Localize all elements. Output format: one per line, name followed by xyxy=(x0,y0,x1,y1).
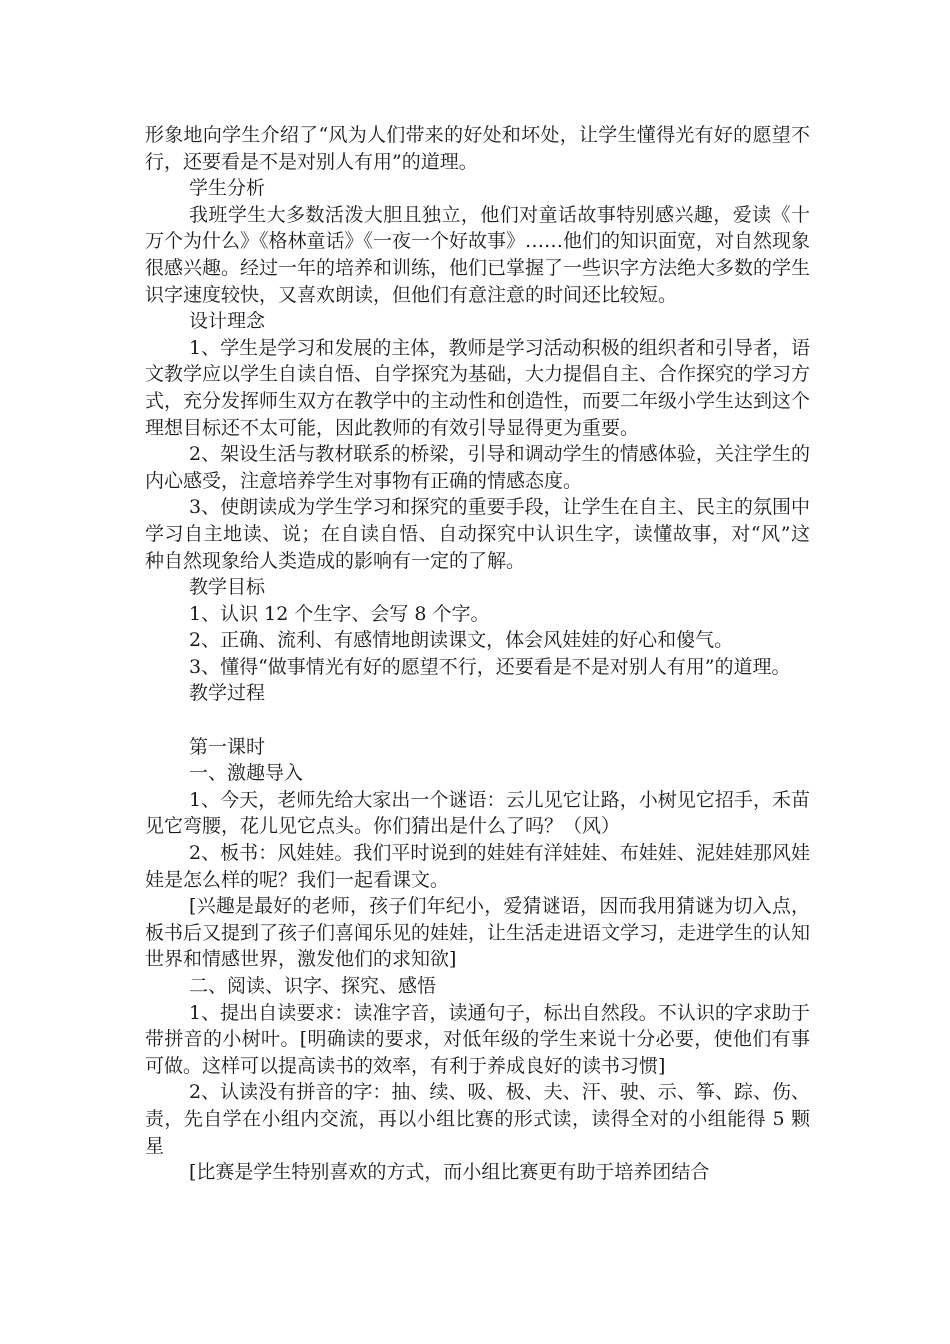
section-heading: 设计理念 xyxy=(189,310,266,333)
body-paragraph: 2、板书：风娃娃。我们平时说到的娃娃有洋娃娃、布娃娃、泥娃娃那风娃娃是怎么样的呢？我们一起看课文。 xyxy=(145,842,810,891)
section-heading: 教学过程 xyxy=(189,682,266,705)
body-paragraph: 2、认读没有拼音的字：抽、续、吸、极、夫、汗、驶、示、筝、踪、伤、责，先自学在小组内交流，再以小组比赛的形式读，读得全对的小组能得 5 颗星 xyxy=(145,1081,810,1157)
body-paragraph: 1、提出自读要求：读准字音，读通句子，标出自然段。不认识的字求助于带拼音的小树叶。[明确读的要求，对低年级的学生来说十分必要，使他们有事可做。这样可以提高读书的效率，有利于养成良好的读书习惯] xyxy=(145,1001,810,1077)
body-paragraph: 3、懂得“做事情光有好的愿望不行，还要看是不是对别人有用”的道理。 xyxy=(189,655,791,678)
section-heading: 第一课时 xyxy=(189,735,266,758)
body-paragraph: 2、正确、流利、有感情地朗读课文，体会风娃娃的好心和傻气。 xyxy=(189,629,734,652)
section-heading: 一、激趣导入 xyxy=(189,762,304,785)
body-paragraph: 2、架设生活与教材联系的桥梁，引导和调动学生的情感体验，关注学生的内心感受，注意培养学生对事物有正确的情感态度。 xyxy=(145,443,810,492)
section-heading: 二、阅读、识字、探究、感悟 xyxy=(189,975,437,997)
document-page xyxy=(145,122,810,1186)
section-heading: 教学目标 xyxy=(189,576,266,599)
body-paragraph: 3、使朗读成为学生学习和探究的重要手段，让学生在自主、民主的氛围中学习自主地读、说；在自读自悟、自动探究中认识生字，读懂故事，对“风”这种自然现象给人类造成的影响有一定的了解。 xyxy=(145,496,810,572)
body-paragraph: 形象地向学生介绍了“风为人们带来的好处和坏处，让学生懂得光有好的愿望不行，还要看是不是对别人有用”的道理。 xyxy=(145,124,810,173)
body-paragraph: 1、认识 12 个生字、会写 8 个字。 xyxy=(189,602,490,625)
body-paragraph: [兴趣是最好的老师，孩子们年纪小，爱猜谜语，因而我用猜谜为切入点，板书后又提到了孩子们喜闻乐见的娃娃，让生活走进语文学习，走进学生的认知世界和情感世界，激发他们的求知欲] xyxy=(145,895,811,971)
blank-line xyxy=(145,707,810,734)
body-paragraph: 1、今天，老师先给大家出一个谜语：云儿见它让路，小树见它招手，禾苗见它弯腰，花儿见它点头。你们猜出是什么了吗？（风） xyxy=(145,788,810,838)
body-paragraph: 我班学生大多数活泼大胆且独立，他们对童话故事特别感兴趣，爱读《十万个为什么》《格林童话》《一夜一个好故事》……他们的知识面宽，对自然现象很感兴趣。经过一年的培养和训练，他们已掌握了一些识字方法绝大多数的学生识字速度较快，又喜欢朗读，但他们有意注意的时间还比较短。 xyxy=(145,203,811,306)
section-heading: 学生分析 xyxy=(189,177,266,200)
body-paragraph: 1、学生是学习和发展的主体，教师是学习活动积极的组织者和引导者，语文教学应以学生自读自悟、自学探究为基础，大力提倡自主、合作探究的学习方式，充分发挥师生双方在教学中的主动性和创造性，而要二年级小学生达到这个理想目标还不太可能，因此教师的有效引导显得更为重要。 xyxy=(145,336,811,439)
body-paragraph: [比赛是学生特别喜欢的方式，而小组比赛更有助于培养团结合 xyxy=(189,1161,710,1184)
